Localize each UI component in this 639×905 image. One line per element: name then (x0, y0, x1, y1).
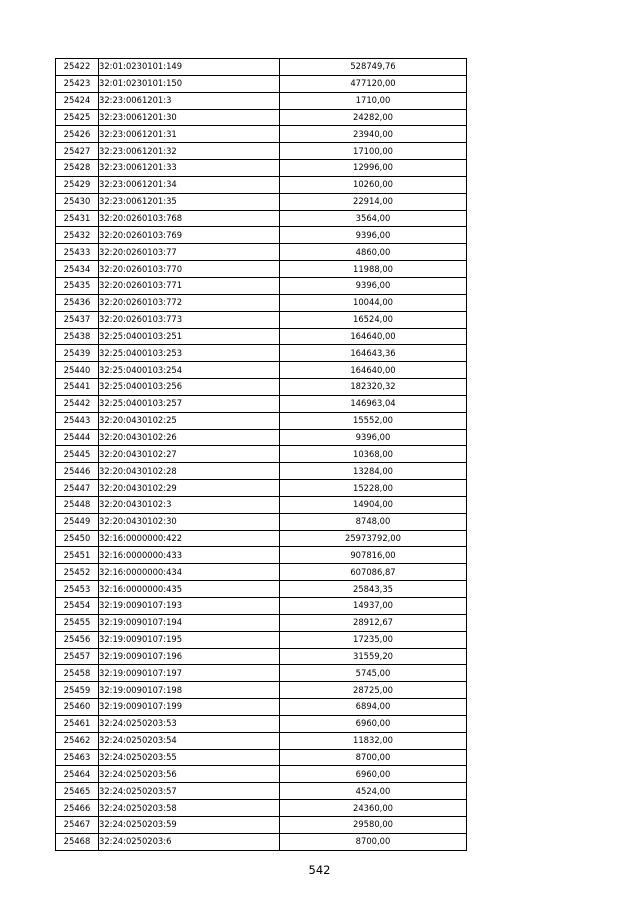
value-cell: 16524,00 (280, 311, 467, 328)
cadastral-number-cell: 32:25:0400103:257 (99, 395, 280, 412)
row-number-cell: 25436 (56, 294, 99, 311)
table-row (56, 699, 467, 716)
table-row (56, 59, 467, 76)
value-cell: 5745,00 (280, 665, 467, 682)
cadastral-number-cell: 32:20:0260103:773 (99, 311, 280, 328)
table-row (56, 92, 467, 109)
cadastral-number-cell: 32:20:0430102:3 (99, 496, 280, 513)
row-number-cell: 25437 (56, 311, 99, 328)
table-row (56, 210, 467, 227)
row-number-cell: 25456 (56, 631, 99, 648)
value-cell: 146963,04 (280, 395, 467, 412)
cadastral-number-cell: 32:20:0260103:769 (99, 227, 280, 244)
value-cell: 23940,00 (280, 126, 467, 143)
cadastral-number-cell: 32:16:0000000:434 (99, 564, 280, 581)
value-cell: 17235,00 (280, 631, 467, 648)
row-number-cell: 25452 (56, 564, 99, 581)
row-number-cell: 25445 (56, 446, 99, 463)
table-row (56, 446, 467, 463)
value-cell: 13284,00 (280, 463, 467, 480)
table-row (56, 749, 467, 766)
cadastral-number-cell: 32:01:0230101:150 (99, 75, 280, 92)
row-number-cell: 25461 (56, 715, 99, 732)
cadastral-number-cell: 32:24:0250203:59 (99, 816, 280, 833)
cadastral-number-cell: 32:20:0430102:25 (99, 412, 280, 429)
row-number-cell: 25433 (56, 244, 99, 261)
row-number-cell: 25458 (56, 665, 99, 682)
cadastral-number-cell: 32:23:0061201:31 (99, 126, 280, 143)
row-number-cell: 25444 (56, 429, 99, 446)
table-row (56, 143, 467, 160)
row-number-cell: 25432 (56, 227, 99, 244)
table-row (56, 362, 467, 379)
cadastral-number-cell: 32:24:0250203:6 (99, 833, 280, 850)
row-number-cell: 25435 (56, 277, 99, 294)
row-number-cell: 25422 (56, 59, 99, 76)
cadastral-number-cell: 32:20:0430102:29 (99, 480, 280, 497)
value-cell: 4860,00 (280, 244, 467, 261)
row-number-cell: 25429 (56, 176, 99, 193)
cadastral-number-cell: 32:16:0000000:433 (99, 547, 280, 564)
cadastral-number-cell: 32:23:0061201:3 (99, 92, 280, 109)
value-cell: 164640,00 (280, 362, 467, 379)
row-number-cell: 25442 (56, 395, 99, 412)
row-number-cell: 25423 (56, 75, 99, 92)
cadastral-number-cell: 32:24:0250203:56 (99, 766, 280, 783)
value-cell: 15228,00 (280, 480, 467, 497)
cadastral-number-cell: 32:23:0061201:34 (99, 176, 280, 193)
row-number-cell: 25447 (56, 480, 99, 497)
cadastral-number-cell: 32:16:0000000:422 (99, 530, 280, 547)
value-cell: 31559,20 (280, 648, 467, 665)
cadastral-number-cell: 32:20:0430102:30 (99, 513, 280, 530)
cadastral-number-cell: 32:24:0250203:58 (99, 800, 280, 817)
row-number-cell: 25466 (56, 800, 99, 817)
table-row (56, 160, 467, 177)
cadastral-number-cell: 32:19:0090107:198 (99, 682, 280, 699)
value-cell: 6894,00 (280, 699, 467, 716)
table-row (56, 412, 467, 429)
value-cell: 6960,00 (280, 766, 467, 783)
cadastral-number-cell: 32:24:0250203:55 (99, 749, 280, 766)
value-cell: 907816,00 (280, 547, 467, 564)
cadastral-number-cell: 32:19:0090107:197 (99, 665, 280, 682)
cadastral-number-cell: 32:23:0061201:32 (99, 143, 280, 160)
row-number-cell: 25446 (56, 463, 99, 480)
row-number-cell: 25451 (56, 547, 99, 564)
registry-table (55, 58, 467, 851)
table-row (56, 581, 467, 598)
table-row (56, 833, 467, 850)
value-cell: 9396,00 (280, 429, 467, 446)
cadastral-number-cell: 32:19:0090107:194 (99, 614, 280, 631)
row-number-cell: 25449 (56, 513, 99, 530)
table-row (56, 800, 467, 817)
table-row (56, 463, 467, 480)
table-row (56, 530, 467, 547)
table-row (56, 75, 467, 92)
value-cell: 164640,00 (280, 328, 467, 345)
table-row (56, 816, 467, 833)
row-number-cell: 25427 (56, 143, 99, 160)
table-row (56, 766, 467, 783)
value-cell: 11988,00 (280, 261, 467, 278)
row-number-cell: 25453 (56, 581, 99, 598)
row-number-cell: 25438 (56, 328, 99, 345)
table-row (56, 109, 467, 126)
cadastral-number-cell: 32:23:0061201:33 (99, 160, 280, 177)
value-cell: 17100,00 (280, 143, 467, 160)
row-number-cell: 25441 (56, 379, 99, 396)
table-row (56, 379, 467, 396)
value-cell: 164643,36 (280, 345, 467, 362)
row-number-cell: 25467 (56, 816, 99, 833)
row-number-cell: 25454 (56, 598, 99, 615)
value-cell: 14937,00 (280, 598, 467, 615)
value-cell: 4524,00 (280, 783, 467, 800)
cadastral-number-cell: 32:19:0090107:193 (99, 598, 280, 615)
value-cell: 9396,00 (280, 227, 467, 244)
row-number-cell: 25425 (56, 109, 99, 126)
table-row (56, 614, 467, 631)
row-number-cell: 25439 (56, 345, 99, 362)
cadastral-number-cell: 32:23:0061201:30 (99, 109, 280, 126)
row-number-cell: 25463 (56, 749, 99, 766)
table-row (56, 732, 467, 749)
table-row (56, 227, 467, 244)
cadastral-number-cell: 32:20:0260103:77 (99, 244, 280, 261)
cadastral-number-cell: 32:20:0430102:27 (99, 446, 280, 463)
value-cell: 6960,00 (280, 715, 467, 732)
value-cell: 12996,00 (280, 160, 467, 177)
row-number-cell: 25448 (56, 496, 99, 513)
cadastral-number-cell: 32:20:0430102:28 (99, 463, 280, 480)
row-number-cell: 25431 (56, 210, 99, 227)
cadastral-number-cell: 32:20:0260103:770 (99, 261, 280, 278)
cadastral-number-cell: 32:16:0000000:435 (99, 581, 280, 598)
cadastral-number-cell: 32:20:0260103:768 (99, 210, 280, 227)
table-row (56, 496, 467, 513)
value-cell: 24282,00 (280, 109, 467, 126)
row-number-cell: 25464 (56, 766, 99, 783)
value-cell: 528749,76 (280, 59, 467, 76)
cadastral-number-cell: 32:20:0430102:26 (99, 429, 280, 446)
value-cell: 29580,00 (280, 816, 467, 833)
value-cell: 10260,00 (280, 176, 467, 193)
row-number-cell: 25428 (56, 160, 99, 177)
table-row (56, 395, 467, 412)
value-cell: 28912,67 (280, 614, 467, 631)
value-cell: 10044,00 (280, 294, 467, 311)
value-cell: 1710,00 (280, 92, 467, 109)
value-cell: 11832,00 (280, 732, 467, 749)
table-row (56, 564, 467, 581)
cadastral-number-cell: 32:23:0061201:35 (99, 193, 280, 210)
cadastral-number-cell: 32:25:0400103:256 (99, 379, 280, 396)
row-number-cell: 25460 (56, 699, 99, 716)
value-cell: 22914,00 (280, 193, 467, 210)
table-row (56, 193, 467, 210)
row-number-cell: 25465 (56, 783, 99, 800)
table-row (56, 126, 467, 143)
table-row (56, 547, 467, 564)
table-row (56, 311, 467, 328)
cadastral-number-cell: 32:25:0400103:251 (99, 328, 280, 345)
row-number-cell: 25459 (56, 682, 99, 699)
value-cell: 182320,32 (280, 379, 467, 396)
table-row (56, 244, 467, 261)
registry-table-body (56, 59, 467, 851)
cadastral-number-cell: 32:19:0090107:196 (99, 648, 280, 665)
row-number-cell: 25440 (56, 362, 99, 379)
cadastral-number-cell: 32:19:0090107:199 (99, 699, 280, 716)
table-row (56, 480, 467, 497)
row-number-cell: 25457 (56, 648, 99, 665)
cadastral-number-cell: 32:25:0400103:254 (99, 362, 280, 379)
value-cell: 15552,00 (280, 412, 467, 429)
value-cell: 477120,00 (280, 75, 467, 92)
table-row (56, 261, 467, 278)
table-row (56, 328, 467, 345)
value-cell: 3564,00 (280, 210, 467, 227)
value-cell: 28725,00 (280, 682, 467, 699)
table-row (56, 631, 467, 648)
value-cell: 9396,00 (280, 277, 467, 294)
row-number-cell: 25455 (56, 614, 99, 631)
cadastral-number-cell: 32:20:0260103:771 (99, 277, 280, 294)
value-cell: 24360,00 (280, 800, 467, 817)
row-number-cell: 25430 (56, 193, 99, 210)
cadastral-number-cell: 32:01:0230101:149 (99, 59, 280, 76)
row-number-cell: 25424 (56, 92, 99, 109)
table-row (56, 176, 467, 193)
row-number-cell: 25426 (56, 126, 99, 143)
row-number-cell: 25468 (56, 833, 99, 850)
table-row (56, 345, 467, 362)
cadastral-number-cell: 32:24:0250203:53 (99, 715, 280, 732)
table-row (56, 513, 467, 530)
cadastral-number-cell: 32:24:0250203:57 (99, 783, 280, 800)
table-row (56, 294, 467, 311)
table-row (56, 682, 467, 699)
value-cell: 8748,00 (280, 513, 467, 530)
value-cell: 14904,00 (280, 496, 467, 513)
table-row (56, 665, 467, 682)
table-row (56, 648, 467, 665)
row-number-cell: 25450 (56, 530, 99, 547)
table-row (56, 598, 467, 615)
value-cell: 607086,87 (280, 564, 467, 581)
table-row (56, 277, 467, 294)
value-cell: 25973792,00 (280, 530, 467, 547)
table-row (56, 429, 467, 446)
value-cell: 8700,00 (280, 833, 467, 850)
cadastral-number-cell: 32:24:0250203:54 (99, 732, 280, 749)
row-number-cell: 25462 (56, 732, 99, 749)
cadastral-number-cell: 32:20:0260103:772 (99, 294, 280, 311)
table-row (56, 715, 467, 732)
cadastral-number-cell: 32:19:0090107:195 (99, 631, 280, 648)
page-number: 542 (308, 863, 331, 877)
value-cell: 10368,00 (280, 446, 467, 463)
value-cell: 8700,00 (280, 749, 467, 766)
row-number-cell: 25443 (56, 412, 99, 429)
cadastral-number-cell: 32:25:0400103:253 (99, 345, 280, 362)
table-row (56, 783, 467, 800)
row-number-cell: 25434 (56, 261, 99, 278)
value-cell: 25843,35 (280, 581, 467, 598)
